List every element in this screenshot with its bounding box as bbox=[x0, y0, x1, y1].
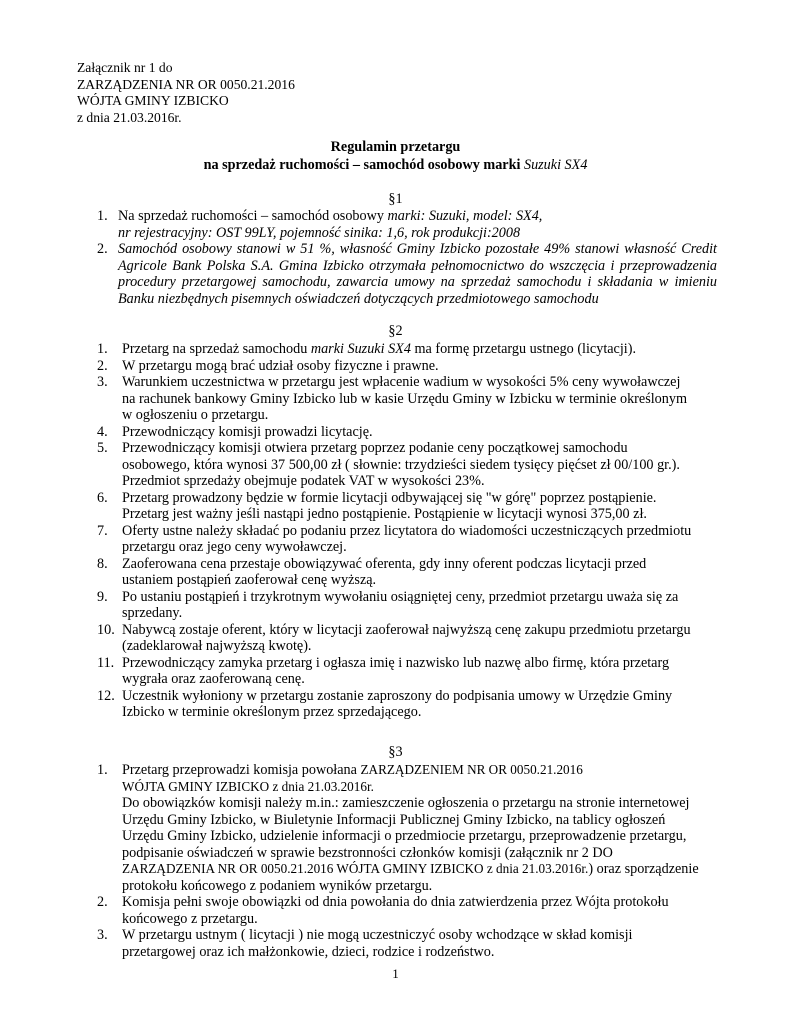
item-text: przetargowej oraz ich małżonkowie, dzieci, rodzice i rodzeństwo. bbox=[122, 943, 495, 960]
list-item bbox=[97, 241, 717, 307]
item-number: 4. bbox=[97, 423, 108, 440]
item-text: W przetargu ustnym ( licytacji ) nie mogą uczestniczyć osoby wchodzące w skład komisji bbox=[122, 927, 633, 943]
item-text: końcowego z przetargu. bbox=[122, 910, 258, 927]
list-item bbox=[97, 588, 721, 622]
section-1-list bbox=[97, 208, 717, 307]
section-3-list bbox=[97, 762, 721, 960]
item-text: Urzędu Gminy Izbicko, w Biuletynie Informacji Publicznej Gminy Izbicko, na tablicy ogłoszeń bbox=[122, 811, 666, 828]
item-text: ustaniem postąpień zaoferował cenę wyższą. bbox=[122, 572, 377, 588]
list-item bbox=[97, 423, 721, 441]
list-item bbox=[97, 687, 721, 721]
item-text: Oferty ustne należy składać po podaniu przez licytatora do wiadomości uczestniczących przedmiotu bbox=[122, 522, 692, 539]
section-heading-3: §3 bbox=[388, 744, 403, 760]
item-number: 9. bbox=[97, 588, 108, 605]
list-item bbox=[97, 374, 721, 424]
list-item bbox=[97, 555, 721, 589]
item-text: sprzedany. bbox=[122, 605, 183, 621]
item-text: Przedmiot sprzedaży obejmuje podatek VAT w wysokości 23%. bbox=[122, 473, 485, 489]
item-text: Po ustaniu postąpień i trzykrotnym wywołaniu osiągniętej ceny, przedmiot przetargu uważa się za bbox=[122, 588, 679, 605]
item-text-italic: nr rejestracyjny: OST 99LY, pojemność sinika: 1,6, rok produkcji:2008 bbox=[118, 224, 521, 241]
item-text-italic: marki Suzuki SX4 bbox=[310, 341, 411, 357]
item-text: Warunkiem uczestnictwa w przetargu jest wpłacenie wadium w wysokości 5% ceny wywoławczej bbox=[122, 374, 681, 390]
attachment-header bbox=[77, 60, 295, 126]
item-text: W przetargu mogą brać udział osoby fizyczne i prawne. bbox=[122, 357, 439, 374]
item-text: Do obowiązków komisji należy m.in.: zamieszczenie ogłoszenia o przetargu na stronie internetowej bbox=[122, 795, 690, 811]
item-text: ) oraz sporządzenie bbox=[588, 861, 699, 877]
list-item bbox=[97, 894, 721, 927]
header-line: Załącznik nr 1 do bbox=[77, 60, 173, 75]
header-line: z dnia 21.03.2016r. bbox=[77, 109, 182, 125]
list-item bbox=[97, 927, 721, 960]
document-subtitle bbox=[0, 157, 791, 174]
item-number: 5. bbox=[97, 440, 108, 456]
item-text: protokołu końcowego z podaniem wyników przetargu. bbox=[122, 877, 433, 894]
item-text: wygrała oraz zaoferowaną cenę. bbox=[122, 671, 305, 687]
title-line-1: Regulamin przetargu bbox=[330, 139, 461, 155]
item-number: 3. bbox=[97, 374, 108, 390]
page-number: 1 bbox=[392, 966, 399, 981]
item-text: Przetarg jest ważny jeśli nastąpi jedno postąpienie. Postąpienie w licytacji wynosi 375,00 zł. bbox=[122, 506, 647, 522]
item-text: podpisanie oświadczeń w sprawie bezstronności członków komisji (załącznik nr 2 DO bbox=[122, 844, 613, 861]
list-item bbox=[97, 208, 717, 241]
item-text-italic: marki: Suzuki, model: SX4, bbox=[387, 208, 543, 224]
item-text: ZARZĄDZENIA NR OR 0050.21.2016 WÓJTA GMINY IZBICKO z dnia 21.03.2016r. bbox=[122, 861, 589, 876]
item-number: 1. bbox=[97, 341, 108, 357]
item-text: (zadeklarował najwyższą kwotę). bbox=[122, 638, 312, 654]
list-item bbox=[97, 440, 721, 490]
item-text: Uczestnik wyłoniony w przetargu zostanie zaproszony do podpisania umowy w Urzędzie Gminy bbox=[122, 687, 673, 704]
item-text: na rachunek bankowy Gminy Izbicko lub w kasie Urzędu Gminy w Izbicku w terminie określonym bbox=[122, 390, 687, 407]
item-text: Przewodniczący komisji prowadzi licytację. bbox=[122, 423, 373, 440]
item-number: 6. bbox=[97, 489, 108, 506]
item-number: 10. bbox=[97, 621, 115, 638]
section-2-list bbox=[97, 341, 721, 721]
subtitle-bold: na sprzedaż ruchomości – samochód osobowy marki bbox=[203, 157, 524, 173]
item-number: 11. bbox=[97, 654, 115, 671]
item-number: 1. bbox=[97, 208, 108, 224]
list-item bbox=[97, 654, 721, 688]
item-text: ma formę przetargu ustnego (licytacji). bbox=[410, 341, 637, 357]
list-item bbox=[97, 489, 721, 523]
header-line: ZARZĄDZENIA NR OR 0050.21.2016 bbox=[77, 76, 295, 92]
item-text-italic: Samochód osobowy stanowi w 51 %, własność Gminy Izbicko pozostałe 49% stanowi własność Credit Agricole Bank Polska S.A. Gmina Izbicko otrzymała pełnomocnictwo do wszczęcia i przeprowadzenia procedury przetargowej samochodu, zawarcia umowy na sprzedaż samochodu i składania w imieniu Banku niezbędnych pisemnych oświadczeń dotyczących przedmiotowego samochodu bbox=[118, 241, 717, 307]
item-text: Komisja pełni swoje obowiązki od dnia powołania do dnia zatwierdzenia przez Wójta protokołu bbox=[122, 894, 669, 910]
item-text: osobowego, która wynosi 37 500,00 zł ( słownie: trzydzieści siedem tysięcy pięćset zł 00/100 gr.). bbox=[122, 456, 680, 473]
item-number: 7. bbox=[97, 522, 108, 539]
section-heading-1: §1 bbox=[388, 191, 403, 207]
item-text: Na sprzedaż ruchomości – samochód osobowy bbox=[118, 208, 388, 224]
item-number: 12. bbox=[97, 687, 115, 704]
list-item bbox=[97, 357, 721, 375]
item-text: WÓJTA GMINY IZBICKO z dnia 21.03.2016r. bbox=[122, 778, 374, 794]
item-number: 1. bbox=[97, 762, 108, 778]
item-text: Izbicko w terminie określonym przez sprzedającego. bbox=[122, 704, 422, 720]
item-text: Zaoferowana cena przestaje obowiązywać oferenta, gdy inny oferent podczas licytacji przed bbox=[122, 555, 647, 572]
item-text: Przewodniczący komisji otwiera przetarg poprzez podanie ceny początkowej samochodu bbox=[122, 440, 628, 456]
item-text: ZARZĄDZENIEM NR OR 0050.21.2016 bbox=[360, 762, 583, 777]
item-text: Nabywcą zostaje oferent, który w licytacji zaoferował najwyższą cenę zakupu przedmiotu przetargu bbox=[122, 621, 691, 638]
document-title bbox=[0, 139, 791, 156]
list-item bbox=[97, 522, 721, 556]
item-text: Przewodniczący zamyka przetarg i ogłasza imię i nazwisko lub nazwę albo firmę, która przetarg bbox=[122, 654, 670, 671]
item-number: 2. bbox=[97, 894, 108, 910]
item-number: 3. bbox=[97, 927, 108, 943]
item-number: 2. bbox=[97, 241, 108, 257]
list-item bbox=[97, 341, 721, 358]
list-item bbox=[97, 762, 721, 894]
item-number: 2. bbox=[97, 357, 108, 374]
section-heading-2: §2 bbox=[388, 323, 403, 339]
item-text: przetargu oraz jego ceny wywoławczej. bbox=[122, 539, 347, 555]
item-text: Przetarg przeprowadzi komisja powołana bbox=[122, 762, 361, 778]
list-item bbox=[97, 621, 721, 655]
item-text: Urzędu Gminy Izbicko, udzielenie informacji o przedmiocie przetargu, przeprowadzenie przetargu, bbox=[122, 828, 687, 844]
item-text: Przetarg na sprzedaż samochodu bbox=[122, 341, 311, 357]
item-text: w ogłoszeniu o przetargu. bbox=[122, 407, 269, 423]
header-line: WÓJTA GMINY IZBICKO bbox=[77, 93, 229, 108]
item-text: Przetarg prowadzony będzie w formie licytacji odbywającej się "w górę" poprzez postąpienie. bbox=[122, 489, 657, 506]
subtitle-italic: Suzuki SX4 bbox=[523, 157, 588, 173]
item-number: 8. bbox=[97, 555, 108, 572]
